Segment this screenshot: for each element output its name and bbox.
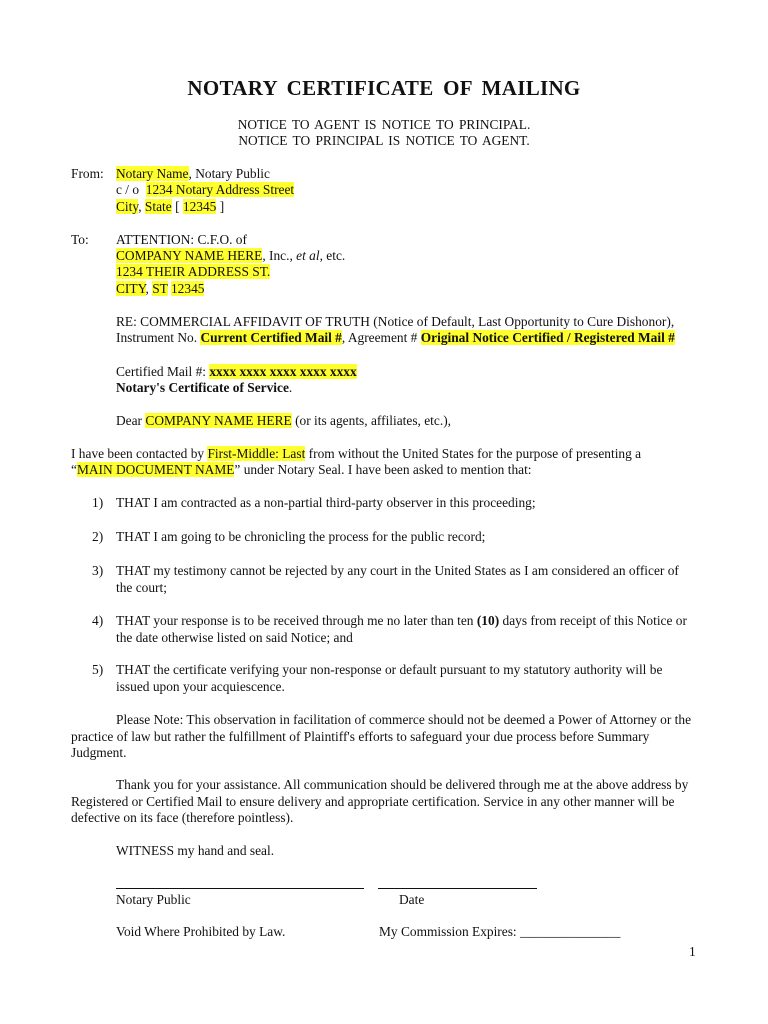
from-label: From: bbox=[71, 166, 104, 181]
certificate-of-service bbox=[116, 380, 292, 397]
certified-number: xxxx xxxx xxxx xxxx xxxx bbox=[209, 364, 357, 379]
list-text: THAT I am going to be chronicling the process for the public record; bbox=[116, 529, 486, 544]
notary-zip: 12345 bbox=[182, 199, 217, 214]
intro-text-3: ” under Notary Seal. I have been asked to mention that: bbox=[234, 462, 532, 477]
list-text-a: THAT your response is to be received through me no later than ten bbox=[116, 613, 474, 628]
certified-mail-line bbox=[116, 364, 357, 381]
list-number: 2) bbox=[92, 529, 104, 544]
contact-name: First-Middle: Last bbox=[207, 446, 306, 461]
list-text: THAT my testimony cannot be rejected by any court in the United States as I am considered an officer of the court; bbox=[116, 563, 679, 595]
main-document-name: MAIN DOCUMENT NAME bbox=[76, 462, 235, 477]
notary-state: State bbox=[144, 199, 172, 214]
comma: , bbox=[138, 199, 142, 214]
list-text: THAT I am contracted as a non-partial third-party observer in this proceeding; bbox=[116, 495, 536, 510]
intro-line-1 bbox=[71, 446, 641, 463]
intro-text-1: I have been contacted by bbox=[71, 446, 205, 461]
salutation bbox=[116, 413, 451, 430]
notary-title: , Notary Public bbox=[188, 166, 270, 181]
date-signature-line bbox=[378, 888, 537, 889]
list-text-b: days from receipt of this Notice or the date otherwise listed on said Notice; and bbox=[116, 613, 687, 645]
their-city-line bbox=[116, 281, 204, 298]
period: . bbox=[288, 380, 293, 395]
dear: Dear bbox=[116, 413, 143, 428]
void-notice: Void Where Prohibited by Law. bbox=[116, 924, 286, 939]
certified-prefix: Certified Mail #: bbox=[116, 364, 206, 379]
et-al: et al bbox=[296, 248, 320, 263]
list-number: 4) bbox=[92, 613, 104, 628]
company-etc: , etc. bbox=[319, 248, 346, 263]
salutation-company: COMPANY NAME HERE bbox=[145, 413, 292, 428]
attention-line: ATTENTION: C.F.O. of bbox=[116, 232, 247, 247]
re-line: RE: COMMERCIAL AFFIDAVIT OF TRUTH (Notice of Default, Last Opportunity to Cure Dishonor), bbox=[116, 314, 675, 329]
notary-address: 1234 Notary Address Street bbox=[145, 182, 295, 197]
their-city: CITY bbox=[116, 281, 146, 296]
maxim-line-1: NOTICE TO AGENT IS NOTICE TO PRINCIPAL. bbox=[237, 117, 531, 132]
their-state: ST bbox=[152, 281, 168, 296]
their-address: 1234 THEIR ADDRESS ST. bbox=[116, 264, 271, 279]
care-of: c / o bbox=[116, 182, 140, 197]
page-number: 1 bbox=[689, 944, 696, 959]
instrument-number: Current Certified Mail # bbox=[200, 330, 342, 345]
agreement-prefix: , Agreement # bbox=[341, 330, 418, 345]
list-number: 3) bbox=[92, 563, 104, 578]
company-name: COMPANY NAME HERE bbox=[116, 248, 263, 263]
instrument-line bbox=[116, 330, 675, 347]
intro-line-2 bbox=[71, 462, 532, 479]
bracket-open: [ bbox=[175, 199, 180, 214]
agreement-number: Original Notice Certified / Registered Mail # bbox=[420, 330, 675, 345]
notary-city: City bbox=[116, 199, 139, 214]
commission-label: My Commission Expires: bbox=[379, 924, 517, 939]
their-address-line bbox=[116, 264, 270, 281]
intro-text-2: from without the United States for the purpose of presenting a bbox=[308, 446, 642, 461]
please-note-paragraph: Please Note: This observation in facilitation of commerce should not be deemed a Power of Attorney or the practice of law but rather the fulfillment of Plaintiff's efforts to safeguard your due process before Summary Judgment. bbox=[71, 712, 692, 760]
bracket-close: ] bbox=[219, 199, 225, 214]
instrument-prefix: Instrument No. bbox=[116, 330, 198, 345]
witness-line: WITNESS my hand and seal. bbox=[116, 843, 275, 858]
ten-days: (10) bbox=[476, 613, 500, 628]
company-line bbox=[116, 248, 345, 265]
from-address-line bbox=[116, 182, 294, 199]
notary-signature-line bbox=[116, 888, 364, 889]
their-zip: 12345 bbox=[170, 281, 205, 296]
date-label: Date bbox=[399, 892, 425, 907]
from-city-line bbox=[116, 199, 224, 216]
quote-open: “ bbox=[71, 462, 77, 477]
comma: , bbox=[145, 281, 149, 296]
list-text bbox=[116, 613, 698, 646]
commission-blank: _______________ bbox=[520, 924, 621, 939]
service-title: Notary's Certificate of Service bbox=[116, 380, 289, 395]
thank-you-paragraph: Thank you for your assistance. All communication should be delivered through me at the above address by Registered or Certified Mail to ensure delivery and appropriate certification. Service in any other manner will be defective on its face (therefore pointless). bbox=[71, 777, 689, 825]
notary-name: Notary Name bbox=[116, 166, 189, 181]
list-text: THAT the certificate verifying your non-response or default pursuant to my statutory authority will be issued upon your acquiescence. bbox=[116, 662, 663, 694]
notary-public-label: Notary Public bbox=[116, 892, 191, 907]
to-label: To: bbox=[71, 232, 89, 247]
maxim-line-2: NOTICE TO PRINCIPAL IS NOTICE TO AGENT. bbox=[238, 133, 530, 148]
list-number: 5) bbox=[92, 662, 104, 677]
from-name-line bbox=[116, 166, 270, 183]
commission-expires bbox=[379, 924, 620, 941]
list-number: 1) bbox=[92, 495, 104, 510]
company-inc: , Inc., bbox=[262, 248, 297, 263]
document-title: NOTARY CERTIFICATE OF MAILING bbox=[187, 76, 581, 100]
salutation-suffix: (or its agents, affiliates, etc.), bbox=[295, 413, 451, 428]
